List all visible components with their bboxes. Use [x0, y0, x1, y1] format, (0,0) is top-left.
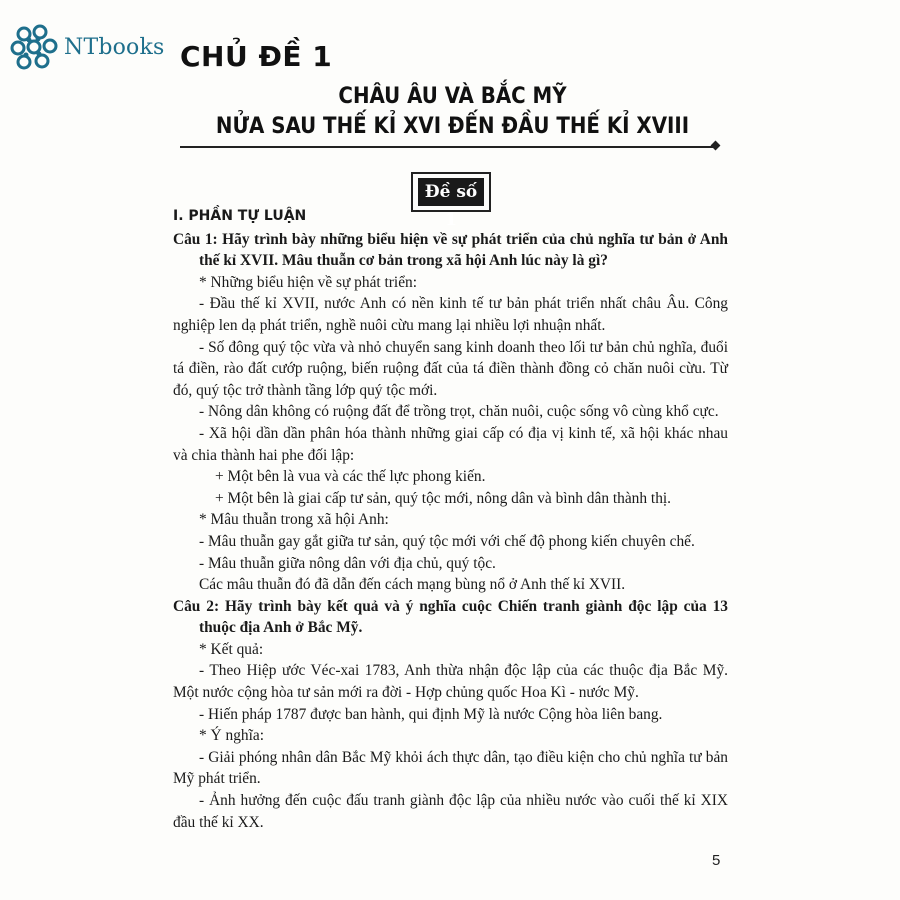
content-blocks	[173, 229, 728, 834]
answer-paragraph: * Những biểu hiện về sự phát triển:	[199, 273, 418, 291]
sub-bullet-paragraph: + Một bên là vua và các thế lực phong kiến.	[215, 468, 486, 486]
ntbooks-logo	[10, 22, 165, 72]
page-content	[173, 204, 728, 833]
page-number: 5	[712, 852, 721, 869]
answer-paragraph: - Hiến pháp 1787 được ban hành, qui định Mỹ là nước Cộng hòa liên bang.	[199, 705, 663, 723]
question-heading: Câu 2: Hãy trình bày kết quả và ý nghĩa cuộc Chiến tranh giành độc lập của 13 thuộc địa Anh ở Bắc Mỹ.	[173, 597, 728, 637]
section-title: I. PHẦN TỰ LUẬN	[173, 208, 307, 224]
chapter-title-line-1: CHÂU ÂU VÀ BẮC MỸ	[338, 84, 567, 109]
topic-label: CHỦ ĐỀ 1	[180, 40, 333, 73]
answer-paragraph: - Mâu thuẫn giữa nông dân với địa chủ, quý tộc.	[199, 554, 496, 572]
answer-paragraph: - Xã hội dần dần phân hóa thành những giai cấp có địa vị kinh tế, xã hội khác nhau và chia thành hai phe đối lập:	[173, 424, 728, 464]
answer-paragraph: - Đầu thế kỉ XVII, nước Anh có nền kinh tế tư bản phát triển nhất châu Âu. Công nghiệp len dạ phát triển, nghề nuôi cừu mang lại nhiều lợi nhuận nhất.	[173, 295, 728, 334]
exam-badge: Đề số 1	[418, 178, 484, 206]
chapter-title-line-2: NỬA SAU THẾ KỈ XVI ĐẾN ĐẦU THẾ KỈ XVIII	[215, 114, 690, 139]
answer-paragraph: * Kết quả:	[199, 640, 264, 658]
answer-paragraph: - Số đông quý tộc vừa và nhỏ chuyển sang kinh doanh theo lối tư bản chủ nghĩa, đuổi tá điền, rào đất cướp ruộng, biến ruộng đất của tá điền thành đồng cỏ chăn nuôi cừu. Từ đó, quý tộc trở thành tầng lớp quý tộc mới.	[173, 338, 728, 399]
sub-bullet-paragraph: + Một bên là giai cấp tư sản, quý tộc mới, nông dân và bình dân thành thị.	[215, 489, 672, 507]
answer-paragraph: * Mâu thuẫn trong xã hội Anh:	[199, 511, 389, 529]
answer-paragraph: - Theo Hiệp ước Véc-xai 1783, Anh thừa nhận độc lập của các thuộc địa Bắc Mỹ. Một nước cộng hòa tư sản mới ra đời - Hợp chủng quốc Hoa Kì - nước Mỹ.	[173, 662, 728, 702]
question-heading: Câu 1: Hãy trình bày những biểu hiện về sự phát triển của chủ nghĩa tư bản ở Anh thế kỉ XVII. Mâu thuẫn cơ bản trong xã hội Anh lúc này là gì?	[173, 230, 728, 270]
answer-paragraph: - Nông dân không có ruộng đất để trồng trọt, chăn nuôi, cuộc sống vô cùng khổ cực.	[199, 403, 719, 421]
divider-diamond-icon	[711, 141, 721, 151]
logo-wordmark: NTbooks	[64, 34, 165, 60]
answer-paragraph: - Ảnh hưởng đến cuộc đấu tranh giành độc lập của nhiều nước vào cuối thế kỉ XIX đầu thế kỉ XX.	[173, 792, 728, 831]
answer-paragraph: Các mâu thuẫn đó đã dẫn đến cách mạng bùng nổ ở Anh thế kỉ XVII.	[199, 576, 626, 594]
molecule-cluster-icon	[10, 22, 60, 72]
header-divider	[180, 146, 715, 148]
answer-paragraph: - Giải phóng nhân dân Bắc Mỹ khỏi ách thực dân, tạo điều kiện cho chủ nghĩa tư bản Mỹ phát triển.	[173, 748, 728, 788]
answer-paragraph: - Mâu thuẫn gay gắt giữa tư sản, quý tộc mới với chế độ phong kiến chuyên chế.	[199, 532, 695, 550]
answer-paragraph: * Ý nghĩa:	[199, 727, 264, 745]
